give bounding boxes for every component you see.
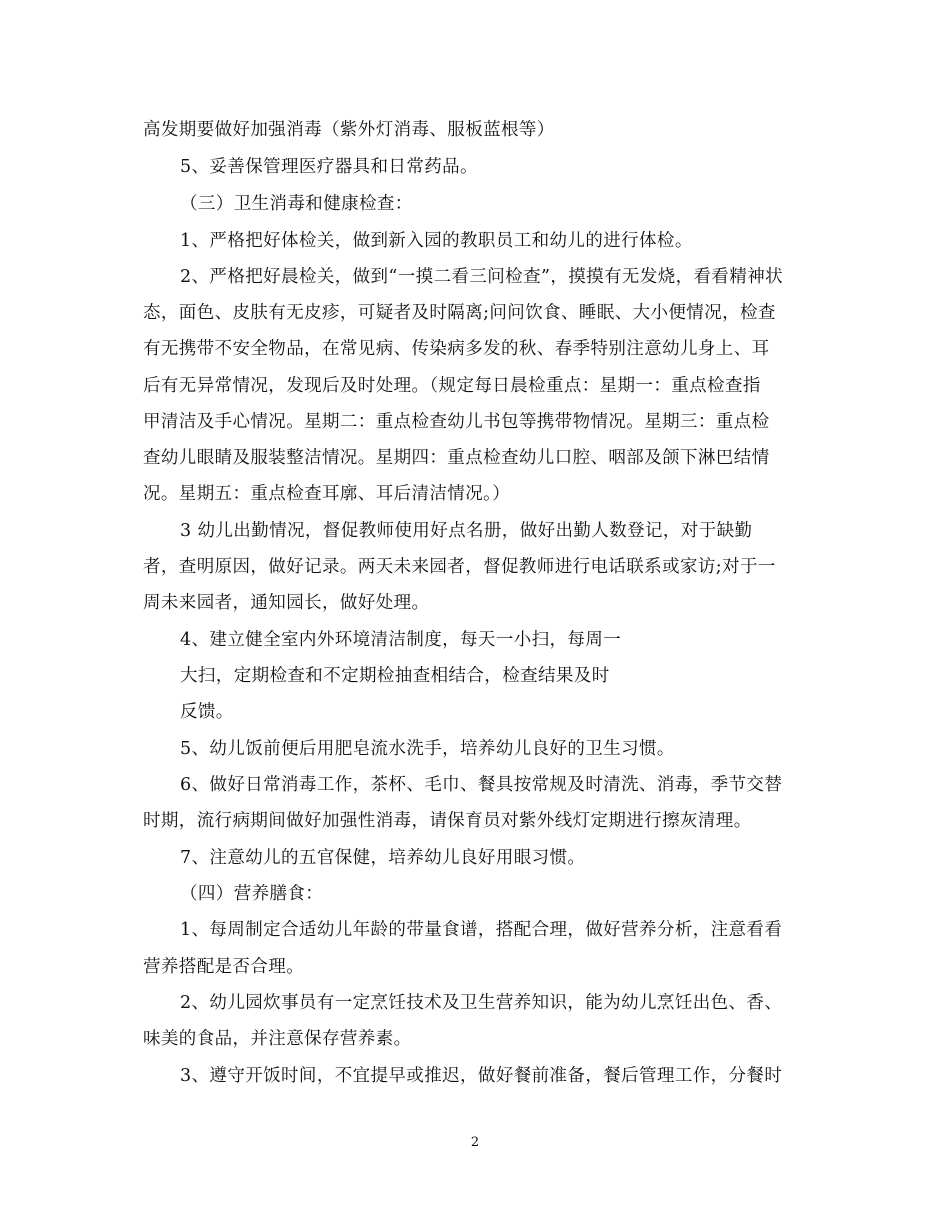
text-line: 营养搭配是否合理。 <box>143 957 305 977</box>
section-heading: （四）营养膳食： <box>180 884 324 904</box>
text-line: 大扫，定期检查和不定期检抽查相结合，检查结果及时 <box>180 666 610 686</box>
text-line: 周未来园者，通知园长，做好处理。 <box>143 593 430 613</box>
text-line: 5、妥善保管理医疗器具和日常药品。 <box>180 157 478 177</box>
text-line: 3、遵守开饭时间，不宜提早或推迟，做好餐前准备，餐后管理工作，分餐时 <box>180 1066 783 1086</box>
text-line: 查幼儿眼睛及服装整洁情况。星期四：重点检查幼儿口腔、咽部及颌下淋巴结情 <box>143 448 770 468</box>
text-line: 况。星期五：重点检查耳廓、耳后清洁情况。） <box>143 484 511 504</box>
section-heading: （三）卫生消毒和健康检查： <box>180 194 413 214</box>
text-line: 时期，流行病期间做好加强性消毒，请保育员对紫外线灯定期进行擦灰清理。 <box>143 811 752 831</box>
text-line: 甲清洁及手心情况。星期二：重点检查幼儿书包等携带物情况。星期三：重点检 <box>143 412 770 432</box>
text-line: 有无携带不安全物品，在常见病、传染病多发的秋、春季特别注意幼儿身上、耳 <box>143 339 770 359</box>
text-line: 反馈。 <box>180 702 234 722</box>
text-line: 味美的食品，并注意保存营养素。 <box>143 1029 412 1049</box>
text-line: 3 幼儿出勤情况，督促教师使用好点名册，做好出勤人数登记，对于缺勤 <box>180 521 753 541</box>
text-line: 态，面色、皮肤有无皮疹，可疑者及时隔离;问问饮食、睡眠、大小便情况，检查 <box>143 303 776 323</box>
text-line: 6、做好日常消毒工作，茶杯、毛巾、餐具按常规及时清洗、消毒，季节交替 <box>180 775 783 795</box>
page-number: 2 <box>470 1135 480 1150</box>
text-line: 2、严格把好晨检关，做到“一摸二看三问检查”，摸摸有无发烧，看看精神状 <box>180 267 784 287</box>
text-line: 高发期要做好加强消毒（紫外灯消毒、服板蓝根等） <box>143 120 555 140</box>
text-line: 者，查明原因，做好记录。两天未来园者，督促教师进行电话联系或家访;对于一 <box>143 557 776 577</box>
text-line: 7、注意幼儿的五官保健，培养幼儿良好用眼习惯。 <box>180 848 586 868</box>
text-line: 4、建立健全室内外环境清洁制度，每天一小扫，每周一 <box>180 630 622 650</box>
text-line: 1、每周制定合适幼儿年龄的带量食谱，搭配合理，做好营养分析，注意看看 <box>180 920 783 940</box>
text-line: 5、幼儿饭前便后用肥皂流水洗手，培养幼儿良好的卫生习惯。 <box>180 739 675 759</box>
text-line: 1、严格把好体检关，做到新入园的教职员工和幼儿的进行体检。 <box>180 231 693 251</box>
text-line: 后有无异常情况，发现后及时处理。（规定每日晨检重点：星期一：重点检查指 <box>143 376 761 396</box>
text-line: 2、幼儿园炊事员有一定烹饪技术及卫生营养知识，能为幼儿烹饪出色、香、 <box>180 993 783 1013</box>
